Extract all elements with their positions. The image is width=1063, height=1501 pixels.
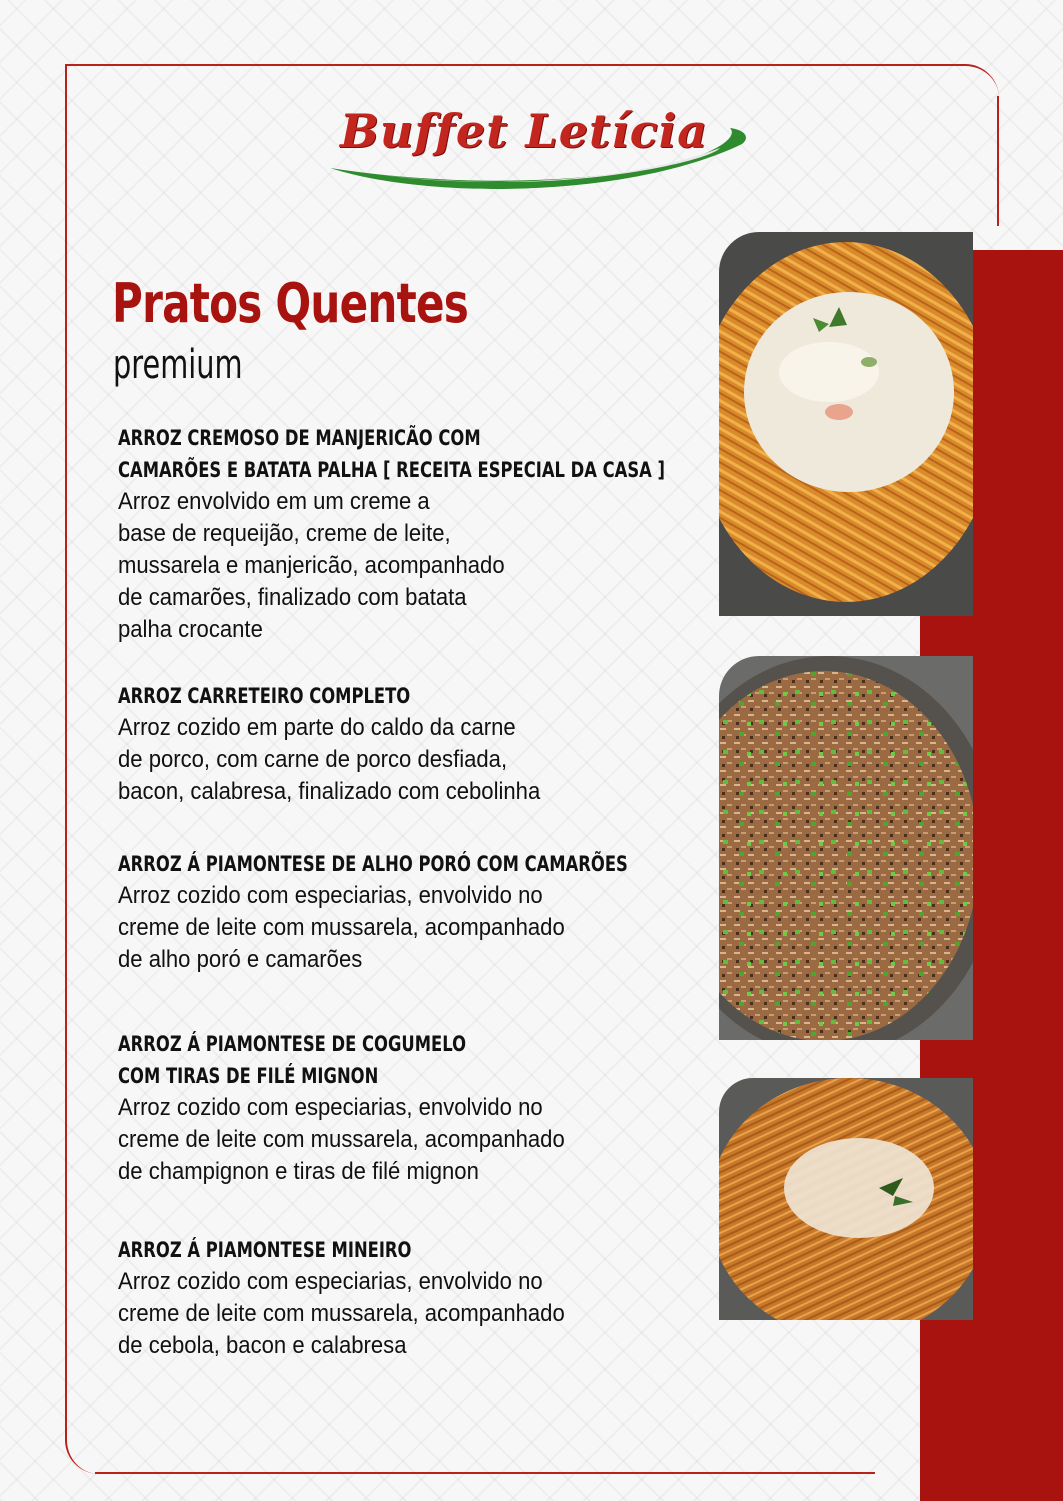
menu-item-description: Arroz envolvido em um creme a base de requeijão, creme de leite, mussarela e manjericão, acompanhado de camarões, finalizado com batata palha crocante xyxy=(118,488,505,643)
menu-item-title: ARROZ CARRETEIRO COMPLETO xyxy=(118,684,411,708)
section-title: Pratos Quentes xyxy=(112,272,469,335)
menu-item-title: ARROZ Á PIAMONTESE MINEIRO xyxy=(118,1238,412,1262)
menu-item-description: Arroz cozido em parte do caldo da carne de porco, com carne de porco desfiada, bacon, calabresa, finalizado com cebolinha xyxy=(118,714,541,805)
brand-logo xyxy=(310,98,760,198)
creamy-rice-straw-potato-photo xyxy=(719,232,973,616)
menu-item-description: Arroz cozido com especiarias, envolvido no creme de leite com mussarela, acompanhado de cebola, bacon e calabresa xyxy=(118,1268,565,1359)
menu-item-title: ARROZ Á PIAMONTESE DE COGUMELO COM TIRAS DE FILÉ MIGNON xyxy=(118,1032,467,1088)
section-subtitle: premium xyxy=(113,342,243,388)
carreteiro-rice-photo xyxy=(719,656,973,1040)
brand-name: Buffet Letícia xyxy=(340,104,709,158)
piamontese-rice-photo xyxy=(719,1078,973,1320)
menu-item-description: Arroz cozido com especiarias, envolvido no creme de leite com mussarela, acompanhado de alho poró e camarões xyxy=(118,882,565,973)
menu-item xyxy=(118,422,718,646)
menu-item xyxy=(118,1234,718,1362)
frame-bottom-edge xyxy=(95,1472,875,1474)
menu-item xyxy=(118,1028,718,1188)
frame-right-edge xyxy=(997,96,999,226)
menu-item-title: ARROZ Á PIAMONTESE DE ALHO PORÓ COM CAMARÕES xyxy=(118,852,628,876)
menu-item-title: ARROZ CREMOSO DE MANJERICÃO COM CAMARÕES E BATATA PALHA [ RECEITA ESPECIAL DA CASA ] xyxy=(118,426,666,482)
menu-item xyxy=(118,848,718,976)
menu-item xyxy=(118,680,718,808)
menu-item-description: Arroz cozido com especiarias, envolvido no creme de leite com mussarela, acompanhado de champignon e tiras de filé mignon xyxy=(118,1094,565,1185)
